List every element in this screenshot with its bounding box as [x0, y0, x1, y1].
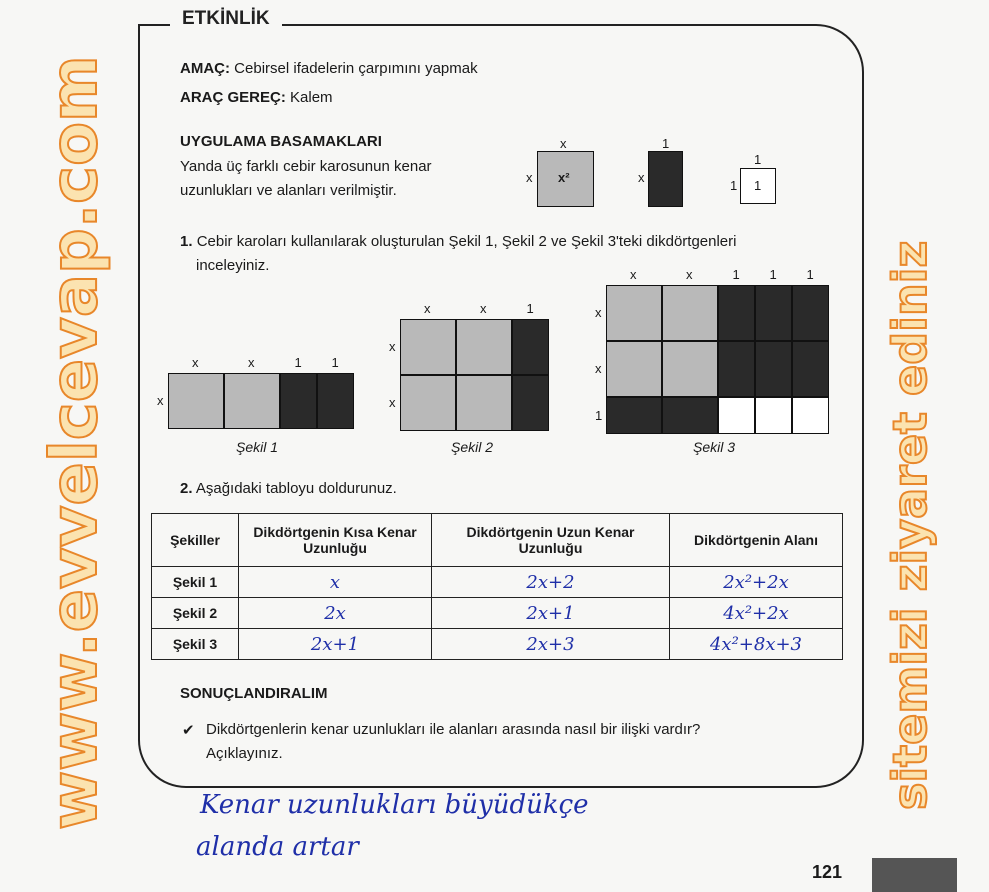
tools-label: ARAÇ GEREÇ:: [180, 89, 286, 106]
tile-one: [755, 397, 792, 434]
side-label: x: [595, 305, 602, 320]
tile-x-squared: [606, 285, 662, 341]
tile-label: 1: [754, 178, 762, 193]
side-label: x: [480, 301, 487, 316]
tile-label: 1: [730, 178, 738, 193]
tile-x: [317, 373, 354, 429]
tile-label: x: [560, 136, 567, 151]
handwritten-answer-line2: alanda artar: [196, 832, 359, 862]
tile-x: [718, 341, 755, 397]
tools-text: Kalem: [290, 89, 333, 106]
table-row: [152, 629, 843, 660]
tools: [180, 89, 333, 106]
figure-2-caption: Şekil 2: [451, 439, 494, 455]
tile-x: [718, 285, 755, 341]
tile-label: 1: [662, 136, 670, 151]
tile-x-squared: [606, 341, 662, 397]
tile-x: [606, 397, 662, 434]
side-label: 1: [806, 267, 814, 282]
steps-line2: uzunlukları ve alanları verilmiştir.: [180, 182, 397, 199]
tile-x: [792, 285, 829, 341]
table-header: Dikdörtgenin Kısa Kenar Uzunluğu: [239, 514, 432, 567]
watermark: sitemizi ziyaret ediniz: [883, 240, 937, 810]
side-label: 1: [331, 355, 339, 370]
tile-x-squared: [662, 285, 718, 341]
side-label: x: [424, 301, 431, 316]
tile-x: [648, 151, 683, 207]
table-header: Dikdörtgenin Uzun Kenar Uzunluğu: [432, 514, 670, 567]
tile-x: [512, 375, 549, 431]
side-label: x: [686, 267, 693, 282]
table-cell-answer[interactable]: 2x+1: [432, 598, 670, 629]
table-cell-answer[interactable]: 2x+1: [239, 629, 432, 660]
table-cell-answer[interactable]: 2x: [239, 598, 432, 629]
table-cell-answer[interactable]: 2x²+2x: [670, 567, 843, 598]
page-tab: [872, 858, 957, 892]
figure-3-caption: Şekil 3: [693, 439, 736, 455]
side-label: x: [630, 267, 637, 282]
step2-text: Aşağıdaki tabloyu doldurunuz.: [195, 480, 397, 497]
table-row: [152, 598, 843, 629]
step2-num: 2.: [180, 480, 193, 497]
side-label: x: [157, 393, 164, 408]
table-cell: Şekil 1: [152, 567, 239, 598]
side-label: x: [595, 361, 602, 376]
tile-x: [755, 285, 792, 341]
table-cell: Şekil 2: [152, 598, 239, 629]
tile-label: x: [526, 170, 533, 185]
step1-line2: inceleyiniz.: [196, 257, 270, 274]
tile-x2-label: x²: [558, 170, 570, 185]
side-label: 1: [732, 267, 740, 282]
step1-text: Cebir karoları kullanılarak oluşturulan Şekil 1, Şekil 2 ve Şekil 3'teki dikdörtgenleri: [196, 233, 737, 250]
table-cell-answer[interactable]: 2x+2: [432, 567, 670, 598]
side-label: 1: [294, 355, 302, 370]
aim-text: Cebirsel ifadelerin çarpımını yapmak: [234, 60, 478, 77]
table-header: Dikdörtgenin Alanı: [670, 514, 843, 567]
activity-title: ETKİNLİK: [170, 8, 282, 30]
tile-x-squared: [456, 375, 512, 431]
tile-x: [662, 397, 718, 434]
side-label: x: [192, 355, 199, 370]
aim-label: AMAÇ:: [180, 60, 230, 77]
table-header-row: [152, 514, 843, 567]
tile-label: x: [638, 170, 645, 185]
tile-x-squared: [400, 319, 456, 375]
step1-num: 1.: [180, 233, 193, 250]
table-header: Şekiller: [152, 514, 239, 567]
table-cell-answer[interactable]: 4x²+8x+3: [670, 629, 843, 660]
watermark: www.evvelcevap.com: [38, 55, 112, 830]
side-label: x: [389, 395, 396, 410]
figure-1-caption: Şekil 1: [236, 439, 279, 455]
tile-x: [280, 373, 317, 429]
table-cell: Şekil 3: [152, 629, 239, 660]
page-number: 121: [812, 862, 843, 882]
side-label: 1: [769, 267, 777, 282]
aim: [180, 60, 478, 77]
side-label: 1: [526, 301, 534, 316]
table-cell-answer[interactable]: 4x²+2x: [670, 598, 843, 629]
tile-x: [512, 319, 549, 375]
tile-x: [792, 341, 829, 397]
step2: [180, 480, 397, 497]
tile-x: [755, 341, 792, 397]
tile-x-squared: [224, 373, 280, 429]
conclusion-heading: SONUÇLANDIRALIM: [180, 685, 328, 702]
steps-heading: UYGULAMA BASAMAKLARI: [180, 133, 382, 150]
table-row: [152, 567, 843, 598]
tile-label: 1: [754, 152, 762, 167]
steps-line1: Yanda üç farklı cebir karosunun kenar: [180, 158, 432, 175]
side-label: 1: [595, 407, 603, 423]
table-cell-answer[interactable]: x: [239, 567, 432, 598]
conclusion-question: Dikdörtgenlerin kenar uzunlukları ile alanları arasında nasıl bir ilişki vardır?: [206, 721, 701, 738]
answer-table: [151, 513, 843, 660]
tile-one: [718, 397, 755, 434]
tile-one: [792, 397, 829, 434]
side-label: x: [389, 339, 396, 354]
tile-x-squared: [400, 375, 456, 431]
handwritten-answer-line1: Kenar uzunlukları büyüdükçe: [200, 790, 589, 820]
table-cell-answer[interactable]: 2x+3: [432, 629, 670, 660]
side-label: x: [248, 355, 255, 370]
step1-line1: [180, 233, 736, 250]
tile-x-squared: [168, 373, 224, 429]
tile-x-squared: [662, 341, 718, 397]
conclusion-question-2: Açıklayınız.: [206, 745, 283, 762]
tile-x-squared: [456, 319, 512, 375]
check-icon: ✔: [182, 722, 195, 739]
